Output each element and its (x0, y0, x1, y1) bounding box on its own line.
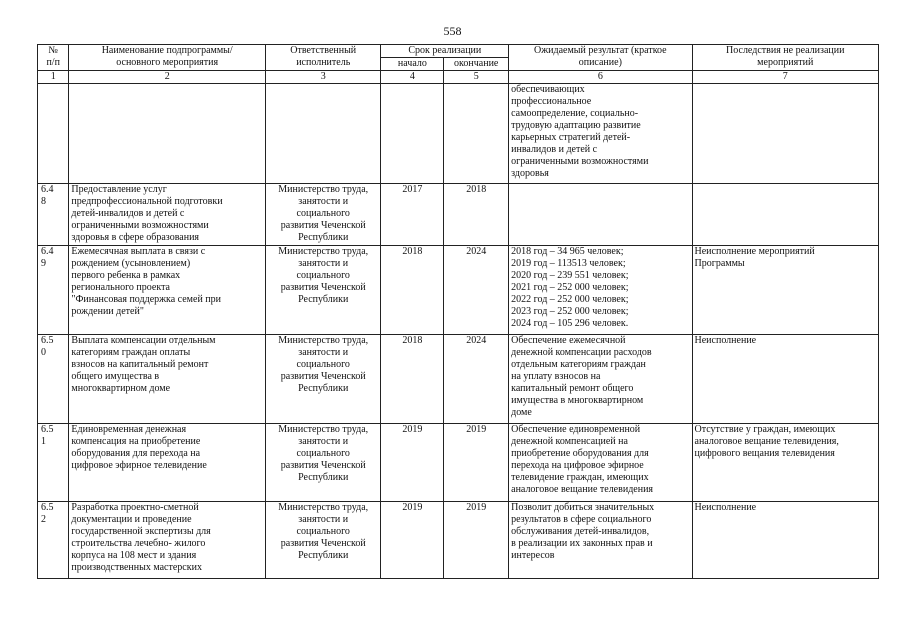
row-end (444, 84, 509, 184)
row-num (38, 84, 69, 184)
row-result: 2018 год – 34 965 человек; 2019 год – 113513 человек; 2020 год – 239 551 человек; 2021 год – 252 000 человек; 2022 год – 252 000 человек; 2023 год – 252 000 человек; 2024 год – 105 296 человек. (509, 246, 692, 335)
row-consequences (692, 184, 878, 246)
row-start: 2017 (381, 184, 444, 246)
row-end: 2019 (444, 502, 509, 579)
row-result: Обеспечение ежемесячной денежной компенсации расходов отдельным категориям граждан на уплату взносов на капитальный ремонт общего имущества в многоквартирном доме (509, 335, 692, 424)
row-consequences: Отсутствие у граждан, имеющих аналоговое вещание телевидения, цифрового вещания телевидения (692, 424, 878, 502)
header-end: окончание (444, 58, 509, 71)
row-consequences (692, 84, 878, 184)
header-num: № п/п (38, 45, 69, 71)
header-consequences: Последствия не реализации мероприятий (692, 45, 878, 71)
row-name: Ежемесячная выплата в связи с рождением (усыновлением) первого ребенка в рамках регионального проекта "Финансовая поддержка семей при рождении детей" (69, 246, 266, 335)
row-start: 2018 (381, 335, 444, 424)
column-number-row (38, 71, 879, 84)
header-period: Срок реализации (381, 45, 509, 58)
row-end: 2019 (444, 424, 509, 502)
row-name: Единовременная денежная компенсация на приобретение оборудования для перехода на цифровое эфирное телевидение (69, 424, 266, 502)
column-number: 4 (381, 71, 444, 84)
column-number: 2 (69, 71, 266, 84)
row-result: Обеспечение единовременной денежной компенсацией на приобретение оборудования для перехода на цифровое эфирное телевидение граждан, имеющих аналоговое вещание телевидения (509, 424, 692, 502)
header-responsible: Ответственный исполнитель (265, 45, 381, 71)
row-result: Позволит добиться значительных результатов в сфере социального обслуживания детей-инвалидов, в реализации их законных прав и интересов (509, 502, 692, 579)
row-responsible (265, 84, 381, 184)
column-number: 1 (38, 71, 69, 84)
row-name: Разработка проектно-сметной документации и проведение государственной экспертизы для строительства лечебно- жилого корпуса на 108 мест и здания производственных мастерских (69, 502, 266, 579)
row-responsible: Министерство труда, занятости и социального развития Чеченской Республики (265, 246, 381, 335)
row-name (69, 84, 266, 184)
row-result (509, 184, 692, 246)
row-responsible: Министерство труда, занятости и социального развития Чеченской Республики (265, 184, 381, 246)
table-row (38, 184, 879, 246)
row-num: 6.5 2 (38, 502, 69, 579)
table-row (38, 424, 879, 502)
table-header (38, 45, 879, 84)
table-row (38, 335, 879, 424)
row-start (381, 84, 444, 184)
table-row (38, 246, 879, 335)
page-number: 558 (443, 24, 462, 38)
row-responsible: Министерство труда, занятости и социального развития Чеченской Республики (265, 424, 381, 502)
row-responsible: Министерство труда, занятости и социального развития Чеченской Республики (265, 502, 381, 579)
table-row (38, 502, 879, 579)
row-consequences: Неисполнение мероприятий Программы (692, 246, 878, 335)
row-num: 6.5 0 (38, 335, 69, 424)
row-consequences: Неисполнение (692, 502, 878, 579)
row-num: 6.5 1 (38, 424, 69, 502)
row-start: 2019 (381, 502, 444, 579)
table-row (38, 84, 879, 184)
column-number: 7 (692, 71, 878, 84)
row-name: Выплата компенсации отдельным категориям граждан оплаты взносов на капитальный ремонт общего имущества в многоквартирном доме (69, 335, 266, 424)
row-consequences: Неисполнение (692, 335, 878, 424)
row-start: 2019 (381, 424, 444, 502)
header-start: начало (381, 58, 444, 71)
row-start: 2018 (381, 246, 444, 335)
column-number: 3 (265, 71, 381, 84)
header-result: Ожидаемый результат (краткое описание) (509, 45, 692, 71)
row-end: 2024 (444, 246, 509, 335)
row-name: Предоставление услуг предпрофессиональной подготовки детей-инвалидов и детей с ограниченными возможностями здоровья в сфере образования (69, 184, 266, 246)
program-table (37, 44, 879, 579)
row-result: обеспечивающих профессиональное самоопределение, социально- трудовую адаптацию развитие карьерных стратегий детей- инвалидов и детей с ограниченными возможностями здоровья (509, 84, 692, 184)
header-name: Наименование подпрограммы/ основного мероприятия (69, 45, 266, 71)
row-end: 2018 (444, 184, 509, 246)
column-number: 6 (509, 71, 692, 84)
row-num: 6.4 8 (38, 184, 69, 246)
row-num: 6.4 9 (38, 246, 69, 335)
row-responsible: Министерство труда, занятости и социального развития Чеченской Республики (265, 335, 381, 424)
column-number: 5 (444, 71, 509, 84)
row-end: 2024 (444, 335, 509, 424)
